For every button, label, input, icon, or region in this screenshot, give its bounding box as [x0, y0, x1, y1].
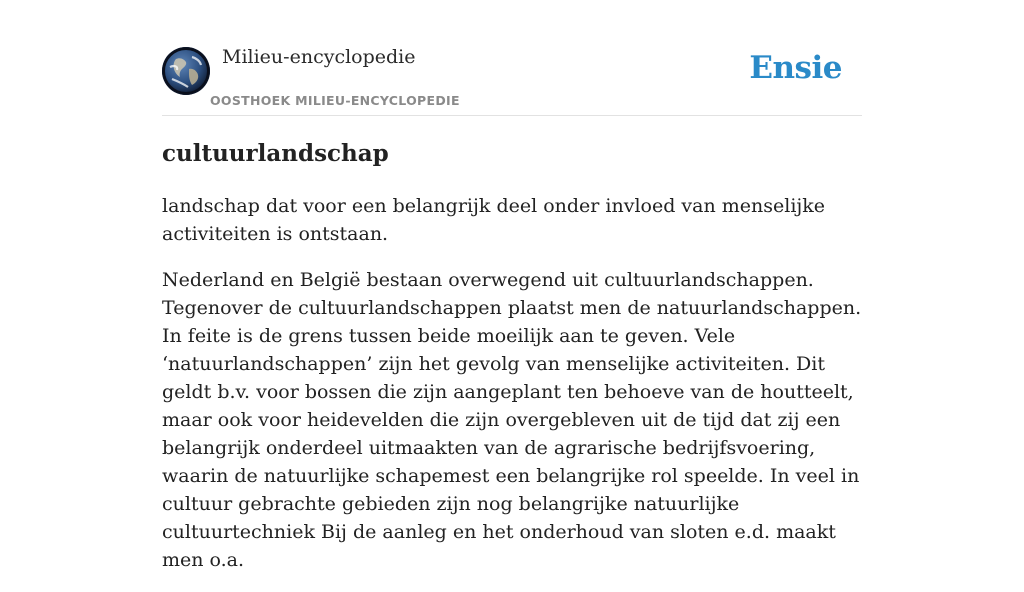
article-paragraph: Nederland en België bestaan overwegend uit cultuurlandschappen. Tegenover de cultuurlandschappen plaatst men de natuurlandschappen. In feite is de grens tussen beide moeilijk aan te geven. Vele ‘natuurlandschappen’ zijn het gevolg van menselijke activiteiten. Dit geldt b.v. voor bossen die zijn aangeplant ten behoeve van de houtteelt, maar ook voor heidevelden die zijn overgebleven uit de tijd dat zij een belangrijk onderdeel uitmaakten van de agrarische bedrijfsvoering, waarin de natuurlijke schapemest een belangrijke rol speelde. In veel in cultuur gebrachte gebieden zijn nog belangrijke natuurlijke cultuurtechniek Bij de aanleg en het onderhoud van sloten e.d. maakt men o.a. — [162, 269, 862, 571]
brand-logo[interactable]: Ensie — [749, 50, 842, 86]
article-body — [162, 192, 862, 592]
article-paragraph: landschap dat voor een belangrijk deel onder invloed van menselijke activiteiten is ontstaan. — [162, 195, 826, 245]
site-subtitle[interactable]: OOSTHOEK MILIEU-ENCYCLOPEDIE — [210, 93, 460, 108]
article-title: cultuurlandschap — [162, 140, 389, 167]
page-container — [162, 0, 862, 571]
site-name[interactable]: Milieu-encyclopedie — [222, 46, 416, 68]
globe-icon[interactable] — [162, 47, 210, 95]
site-header — [162, 0, 862, 116]
